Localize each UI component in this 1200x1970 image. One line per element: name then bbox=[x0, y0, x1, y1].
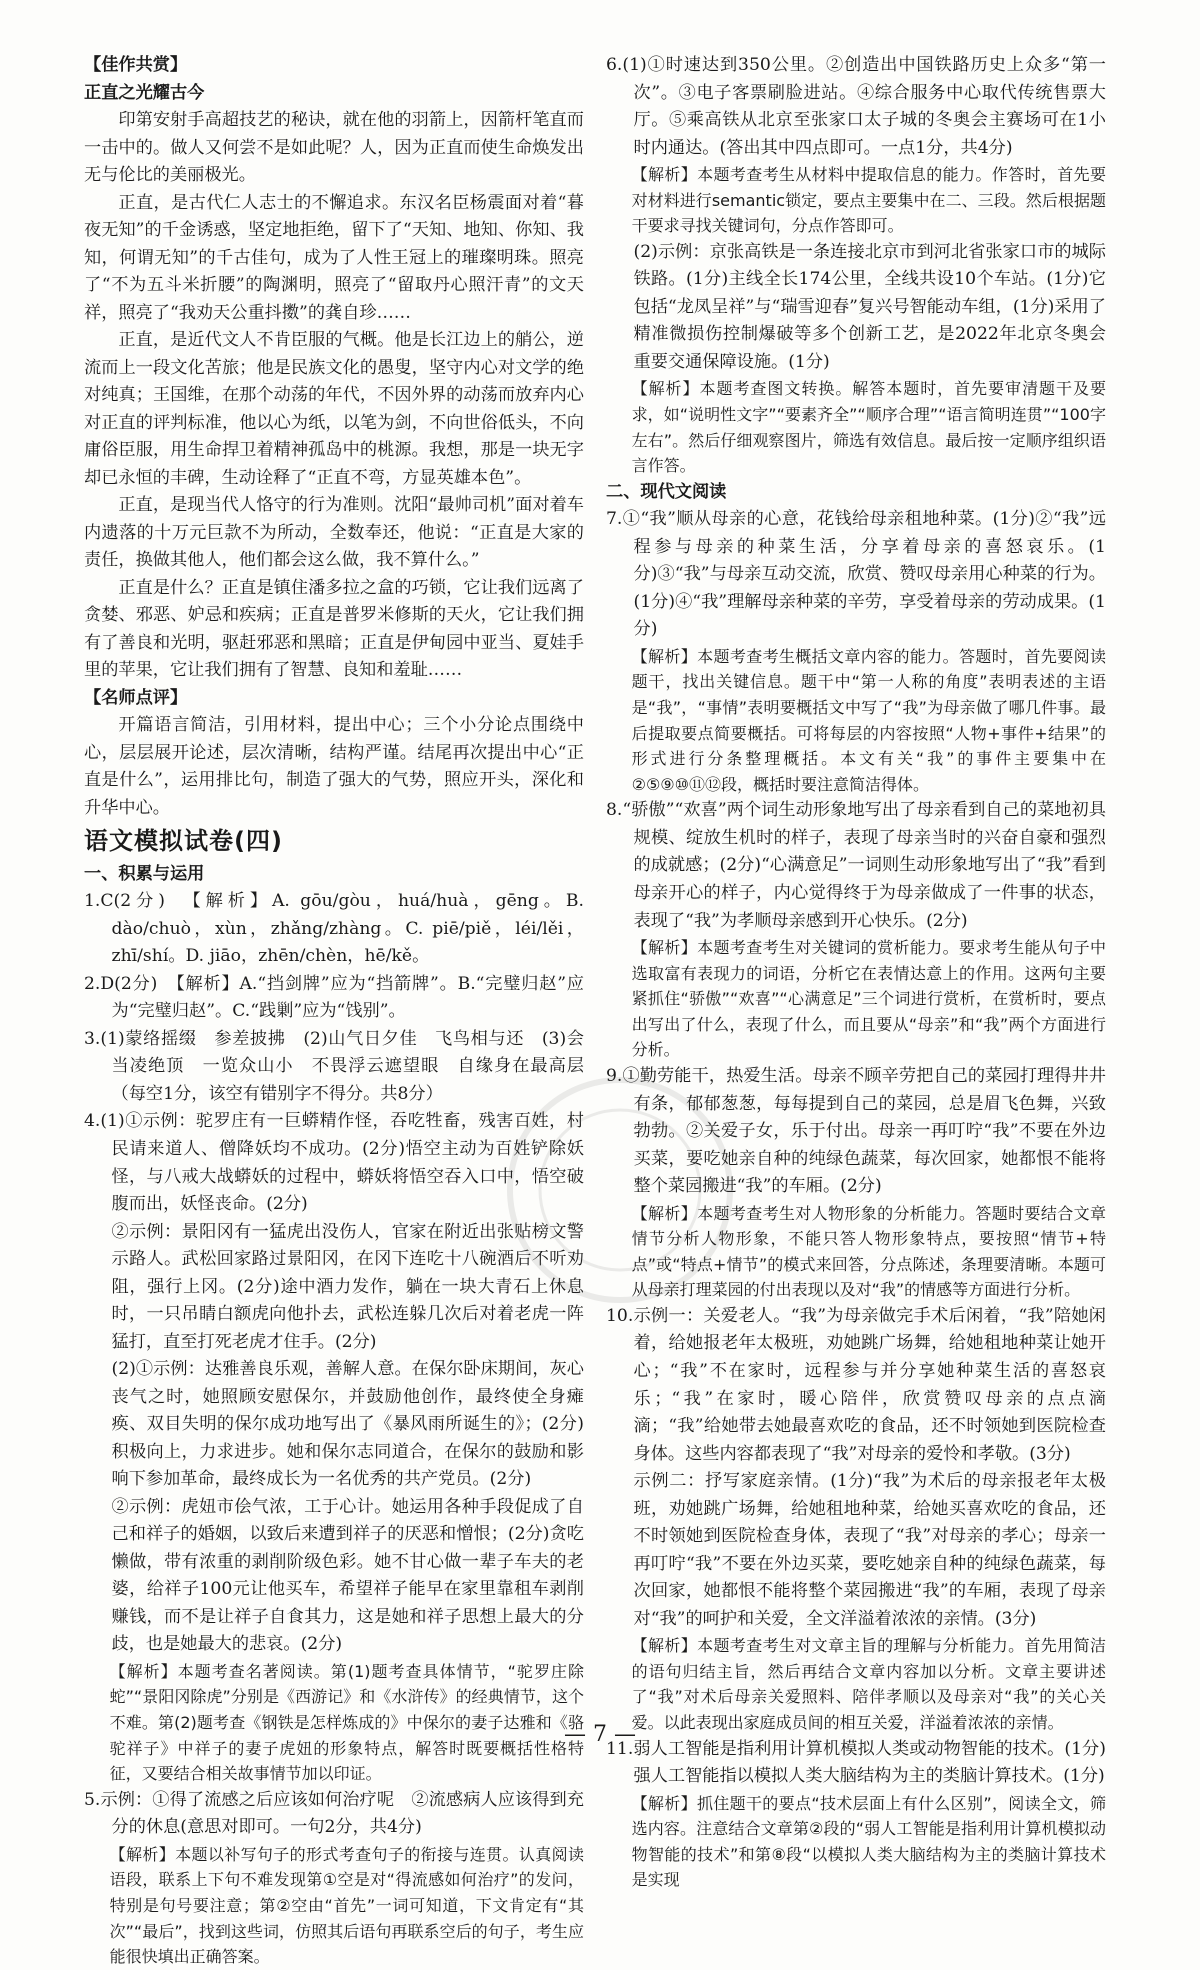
answer-5: 5.示例：①得了流感之后应该如何治疗呢 ②流感病人应该得到充分的休息(意思对即可。一句2分，共4分) bbox=[84, 1789, 584, 1838]
analysis-10: 【解析】本题考查考生对文章主旨的理解与分析能力。首先用简洁的语句归结主旨，然后再结合文章内容加以分析。文章主要讲述了“我”对术后母亲关爱照料、陪伴孝顺以及母亲对“我”的关心关爱。以此表现出家庭成员间的相互关爱，洋溢着浓浓的亲情。 bbox=[631, 1636, 1106, 1732]
answer-10-a: 10.示例一：关爱老人。“我”为母亲做完手术后闲着，“我”陪她闲着，给她报老年太极班，劝她跳广场舞，给她租地种菜让她开心；“我”不在家时，远程参与并分享她种菜生活的喜怒哀乐；“我”在家时，暖心陪伴，欣赏赞叹母亲的点点滴滴；“我”给她带去她最喜欢吃的食品，还不时领她到医院检查身体。这些内容都表现了“我”对母亲的爱怜和孝敬。(3分) bbox=[606, 1305, 1106, 1464]
answer-3: 3.(1)蒙络摇缀 参差披拂 (2)山气日夕佳 飞鸟相与还 (3)会当凌绝顶 一览众山小 不畏浮云遮望眼 自缘身在最高层（每空1分，该空有错别字不得分。共8分） bbox=[84, 1028, 584, 1104]
analysis-7: 【解析】本题考查考生概括文章内容的能力。答题时，首先要阅读题干，找出关键信息。题干中“第一人称的角度”表明表述的主语是“我”，“事情”表明要概括文中写了“我”为母亲做了哪几件事。最后提取要点简要概括。可将每层的内容按照“人物+事件+结果”的形式进行分条整理概括。本文有关“我”的事件主要集中在②⑤⑨⑩⑪⑫段，概括时要注意简洁得体。 bbox=[631, 646, 1106, 794]
answer-10-b: 示例二：抒写家庭亲情。(1分)“我”为术后的母亲报老年太极班，劝她跳广场舞，给她租地种菜，给她买喜欢吃的食品，还不时领她到医院检查身体，表现了“我”对母亲的孝心；母亲一再叮咛“我”不要在外边买菜，要吃她亲自种的纯绿色蔬菜，每次回家，她都恨不能将整个菜园搬进“我”的车厢，表现了母亲对“我”的呵护和关爱，全文洋溢着浓浓的亲情。(3分) bbox=[633, 1471, 1106, 1629]
analysis-4: 【解析】本题考查名著阅读。第(1)题考查具体情节，“驼罗庄除蛇”“景阳冈除虎”分别是《西游记》和《水浒传》的经典情节，这个不难。第(2)题考查《钢铁是怎样炼成的》中保尔的妻子达雅和《骆驼祥子》中祥子的妻子虎妞的形象特点，解答时既要概括性格特征，又要结合相关故事情节加以印证。 bbox=[109, 1661, 584, 1784]
answer-6-2: (2)示例：京张高铁是一条连接北京市到河北省张家口市的城际铁路。(1分)主线全长174公里，全线共设10个车站。(1分)它包括“龙凤呈祥”与“瑞雪迎春”复兴号智能动车组，(1分)采用了精准微损伤控制爆破等多个创新工艺，是2022年北京冬奥会重要交通保障设施。(1分) bbox=[633, 241, 1106, 372]
answer-7: 7.①“我”顺从母亲的心意，花钱给母亲租地种菜。(1分)②“我”远程参与母亲的种菜生活，分享着母亲的喜怒哀乐。(1分)③“我”与母亲互动交流，欣赏、赞叹母亲用心种菜的行为。(1分)④“我”理解母亲种菜的辛劳，享受着母亲的劳动成果。(1分) bbox=[606, 509, 1106, 640]
answer-1: 1.C(2分) 【解析】A. gōu/gòu，huá/huà，gēng。B. dào/chuò，xùn，zhǎng/zhàng。C. piē/piě，léi/lěi，zhī/shí。D. jiāo，zhēn/chèn，hē/kě。 bbox=[84, 891, 584, 967]
answer-9: 9.①勤劳能干，热爱生活。母亲不顾辛劳把自己的菜园打理得井井有条，郁郁葱葱，每每提到自己的菜园，总是眉飞色舞，兴致勃勃。②关爱子女，乐于付出。母亲一再叮咛“我”不要在外边买菜，要吃她亲自种的纯绿色蔬菜，每次回家，她都恨不能将整个菜园搬进“我”的车厢。(2分) bbox=[606, 1066, 1106, 1197]
answer-6-1: 6.(1)①时速达到350公里。②创造出中国铁路历史上众多“第一次”。③电子客票刷脸进站。④综合服务中心取代传统售票大厅。⑤乘高铁从北京至张家口太子城的冬奥会主赛场可在1小时内通达。(答出其中四点即可。一点1分，共4分) bbox=[606, 55, 1106, 158]
page-number: — 7 — bbox=[564, 1722, 636, 1747]
analysis-6-2: 【解析】本题考查图文转换。解答本题时，首先要审清题干及要求，如“说明性文字”“要素齐全”“顺序合理”“语言简明连贯”“100字左右”。然后仔细观察图片，筛选有效信息。最后按一定顺序组织语言作答。 bbox=[631, 379, 1106, 476]
essay-paragraph: 正直，是古代仁人志士的不懈追求。东汉名臣杨震面对着“暮夜无知”的千金诱惑，坚定地拒绝，留下了“天知、地知、你知、我知，何谓无知”的千古佳句，成为了人性王冠上的璀璨明珠。照亮了“不为五斗米折腰”的陶渊明，照亮了“留取丹心照汗青”的文天祥，照亮了“我劝天公重抖擞”的龚自珍…… bbox=[84, 192, 584, 323]
left-column bbox=[84, 52, 584, 1970]
essay-paragraph: 正直是什么？正直是镇住潘多拉之盒的巧锁，它让我们远离了贪婪、邪恶、妒忌和疾病；正直是普罗米修斯的天火，它让我们拥有了善良和光明，驱赶邪恶和黑暗；正直是伊甸园中亚当、夏娃手里的苹果，它让我们拥有了智慧、良知和羞耻…… bbox=[84, 577, 584, 681]
analysis-6-1: 【解析】本题考查考生从材料中提取信息的能力。作答时，首先要对材料进行semantic锁定，要点主要集中在二、三段。然后根据题干要求寻找关键词句，分点作答即可。 bbox=[631, 165, 1106, 236]
section-heading: 二、现代文阅读 bbox=[606, 481, 727, 502]
answer-11: 11.弱人工智能是指利用计算机模拟人类或动物智能的技术。(1分)强人工智能指以模拟人类大脑结构为主的类脑计算技术。(1分) bbox=[606, 1738, 1106, 1787]
answer-4-2-a: (2)①示例：达雅善良乐观，善解人意。在保尔卧床期间，灰心丧气之时，她照顾安慰保尔，并鼓励他创作，最终使全身瘫痪、双目失明的保尔成功地写出了《暴风雨所诞生的》；(2分)积极向上，力求进步。她和保尔志同道合，在保尔的鼓励和影响下参加革命，最终成长为一名优秀的共产党员。(2分) bbox=[111, 1359, 584, 1490]
answer-4-1-b: ②示例：景阳冈有一猛虎出没伤人，官家在附近出张贴榜文警示路人。武松回家路过景阳冈，在冈下连吃十八碗酒后不听劝阻，强行上冈。(2分)途中酒力发作，躺在一块大青石上休息时，一只吊睛白额虎向他扑去，武松连躲几次后对着老虎一阵猛打，直至打死老虎才住手。(2分) bbox=[111, 1221, 584, 1352]
essay-paragraph: 正直，是近代文人不肯臣服的气概。他是长江边上的艄公，逆流而上一段文化苦旅；他是民族文化的愚叟，坚守内心对文学的绝对纯真；王国维，在那个动荡的年代，不因外界的动荡而放弃内心对正直的评判标准，他以心为纸，以笔为剑，不向世俗低头，不向庸俗臣服，用生命捍卫着精神孤岛中的桃源。我想，那是一块无字却已永恒的丰碑，生动诠释了“正直不弯，方显英雄本色”。 bbox=[84, 330, 584, 488]
right-column bbox=[606, 52, 1106, 1970]
essay-paragraph: 正直，是现当代人恪守的行为准则。沈阳“最帅司机”面对着车内遗落的十万元巨款不为所动，全数奉还，他说：“正直是大家的责任，换做其他人，他们都会这么做，我不算什么。” bbox=[84, 495, 584, 571]
analysis-11: 【解析】抓住题干的要点“技术层面上有什么区别”，阅读全文，筛选内容。注意结合文章第②段的“弱人工智能是指利用计算机模拟动物智能的技术”和第⑧段“以模拟人类大脑结构为主的类脑计算技术是实现 bbox=[631, 1793, 1106, 1890]
essay-title: 正直之光耀古今 bbox=[84, 82, 205, 103]
answer-4-2-b: ②示例：虎妞市侩气浓，工于心计。她运用各种手段促成了自己和祥子的婚姻，以致后来遭到祥子的厌恶和憎恨；(2分)贪吃懒做，带有浓重的剥削阶级色彩。她不甘心做一辈子车夫的老婆，给祥子100元让他买车，希望祥子能早在家里靠租车剥削赚钱，而不是让祥子自食其力，这是她和祥子思想上最大的分歧，也是她最大的悲哀。(2分) bbox=[111, 1496, 584, 1655]
analysis-5: 【解析】本题以补写句子的形式考查句子的衔接与连贯。认真阅读语段，联系上下句不难发现第①空是对“得流感如何治疗”的发问，特别是句号要注意；第②空由“首先”一词可知道，下文肯定有“其次”“最后”，找到这些词，仿照其后语句再联系空后的句子，考生应能很快填出正确答案。 bbox=[109, 1844, 584, 1967]
analysis-8: 【解析】本题考查考生对关键词的赏析能力。要求考生能从句子中选取富有表现力的词语，分析它在表情达意上的作用。这两句主要紧抓住“骄傲”“欢喜”“心满意足”三个词进行赏析，在赏析时，要点出写出了什么，表现了什么，而且要从“母亲”和“我”两个方面进行分析。 bbox=[631, 938, 1106, 1060]
answer-8: 8.“骄傲”“欢喜”两个词生动形象地写出了母亲看到自己的菜地初具规模、绽放生机时的样子，表现了母亲当时的兴奋自豪和强烈的成就感；(2分)“心满意足”一词则生动形象地写出了“我”看到母亲开心的样子，内心觉得终于为母亲做成了一件事的状态，表现了“我”为孝顺母亲感到开心快乐。(2分) bbox=[606, 800, 1106, 931]
exam-title: 语文模拟试卷(四) bbox=[84, 827, 283, 856]
teacher-comment: 开篇语言简洁，引用材料，提出中心；三个小分论点围绕中心，层层展开论述，层次清晰，结构严谨。结尾再次提出中心“正直是什么”，运用排比句，制造了强大的气势，照应开头，深化和升华中心。 bbox=[84, 715, 584, 818]
comment-tag: 【名师点评】 bbox=[84, 687, 188, 708]
answer-2: 2.D(2分) 【解析】A.“挡剑牌”应为“挡箭牌”。B.“完璧归赵”应为“完璧归赵”。C.“践剿”应为“饯别”。 bbox=[84, 973, 584, 1022]
answer-4-1-a: 4.(1)①示例：驼罗庄有一巨蟒精作怪，吞吃牲畜，残害百姓，村民请来道人、僧降妖均不成功。(2分)悟空主动为百姓铲除妖怪，与八戒大战蟒妖的过程中，蟒妖将悟空吞入口中，悟空破腹而出，妖怪丧命。(2分) bbox=[84, 1111, 584, 1215]
section-heading: 一、积累与运用 bbox=[84, 863, 205, 884]
analysis-9: 【解析】本题考查考生对人物形象的分析能力。答题时要结合文章情节分析人物形象，不能只答人物形象特点，要按照“情节+特点”或“特点+情节”的模式来回答，分点陈述，条理要清晰。本题可从母亲打理菜园的付出表现以及对“我”的情感等方面进行分析。 bbox=[631, 1203, 1106, 1300]
essay-paragraph: 印第安射手高超技艺的秘诀，就在他的羽箭上，因箭杆笔直而一击中的。做人又何尝不是如此呢？人，因为正直而使生命焕发出无与伦比的美丽极光。 bbox=[84, 110, 584, 186]
essay-tag: 【佳作共赏】 bbox=[84, 55, 188, 75]
